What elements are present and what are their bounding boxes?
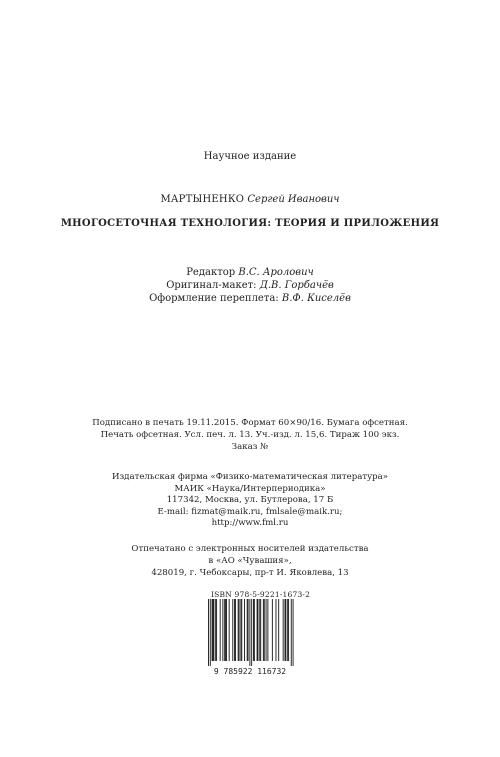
barcode-bar [258,599,259,661]
isbn-barcode [202,598,298,676]
credit-role: Редактор [186,267,236,278]
barcode-bar [257,599,258,661]
barcode-bar [291,599,292,666]
barcode-bar [210,599,211,666]
author-surname: МАРТЫНЕНКО [160,194,245,205]
barcode-bar [260,599,261,661]
barcode-bar [244,599,245,661]
barcode-bar [293,599,294,666]
credits-block [0,266,500,305]
imprint-line: Печать офсетная. Усл. печ. л. 13. Уч.-изд. л. 15,6. Тираж 100 экз. [100,430,400,440]
publisher-block [0,472,500,530]
barcode-bar [285,599,286,661]
imprint-line: Заказ № [231,442,269,452]
barcode-bar [213,599,214,661]
barcode-bar [225,599,226,661]
publisher-website: http://www.fml.ru [211,518,289,529]
barcode-bar [247,599,248,661]
credit-name: В.Ф. Киселёв [281,293,351,304]
barcode-bar [213,599,214,661]
publisher-line: 117342, Москва, ул. Бутлерова, 17 Б [166,495,334,506]
printer-line: 428019, г. Чебоксары, пр-т И. Яковлева, 13 [151,568,349,578]
barcode-bar [276,599,277,661]
barcode-bar [241,599,242,661]
barcode-bar [259,599,260,661]
barcode-bar [278,599,279,661]
printer-block [0,543,500,579]
barcode-bar [240,599,241,661]
barcode-bars [208,599,294,666]
book-title: МНОГОСЕТОЧНАЯ ТЕХНОЛОГИЯ: ТЕОРИЯ И ПРИЛОЖЕНИЯ [60,218,440,229]
author-name [0,194,500,205]
barcode-bar [239,599,240,661]
credit-editor [0,266,500,279]
barcode-bar [238,599,239,661]
barcode-bar [283,599,284,661]
barcode-bar [235,599,236,661]
barcode-bar [229,599,230,661]
barcode-bar [248,599,249,661]
barcode-bar [222,599,223,661]
printer-line: в «АО «Чувашия», [208,556,292,566]
barcode-bar [267,599,268,661]
barcode-bar [234,599,235,661]
barcode-bar [251,599,252,666]
imprint-block [0,417,500,453]
barcode-bar [220,599,221,661]
credit-role: Оформление переплета: [149,293,279,304]
barcode-bar [224,599,225,661]
barcode-bar [287,599,288,661]
imprint-line: Подписано в печать 19.11.2015. Формат 60×90/16. Бумага офсетная. [92,418,408,428]
credit-layout [0,279,500,292]
isbn-label: ISBN 978-5-9221-1673-2 [211,590,311,599]
publisher-line: МАИК «Наука/Интерпериодика» [174,483,326,494]
barcode-bar [285,599,286,661]
publisher-email: E-mail: fizmat@maik.ru, fmlsale@maik.ru; [157,506,343,517]
barcode-bar [272,599,273,661]
barcode-bar [253,599,254,661]
author-given-name: Сергей Иванович [247,194,340,205]
barcode-bar [232,599,233,661]
credit-cover-design [0,292,500,305]
barcode-bar [266,599,267,661]
barcode-bar [215,599,216,661]
barcode-bar [264,599,265,661]
barcode-digits: 9 785922 116732 [213,667,287,676]
barcode-bar [288,599,289,661]
barcode-bar [254,599,255,661]
barcode-bar [263,599,264,661]
barcode-bar [249,599,250,666]
publisher-line: Издательская фирма «Физико-математическая литература» [111,472,389,482]
barcode-bar [216,599,217,661]
barcode-bar [208,599,209,666]
barcode-bar [212,599,213,661]
barcode-bar [226,599,227,661]
genre-label: Научное издание [203,151,297,162]
credit-name: Д.В. Горбачёв [259,280,334,291]
credit-name: В.С. Аролович [238,267,314,278]
printer-line: Отпечатано с электронных носителей издательства [131,544,369,554]
credit-role: Оригинал-макет: [166,280,257,291]
